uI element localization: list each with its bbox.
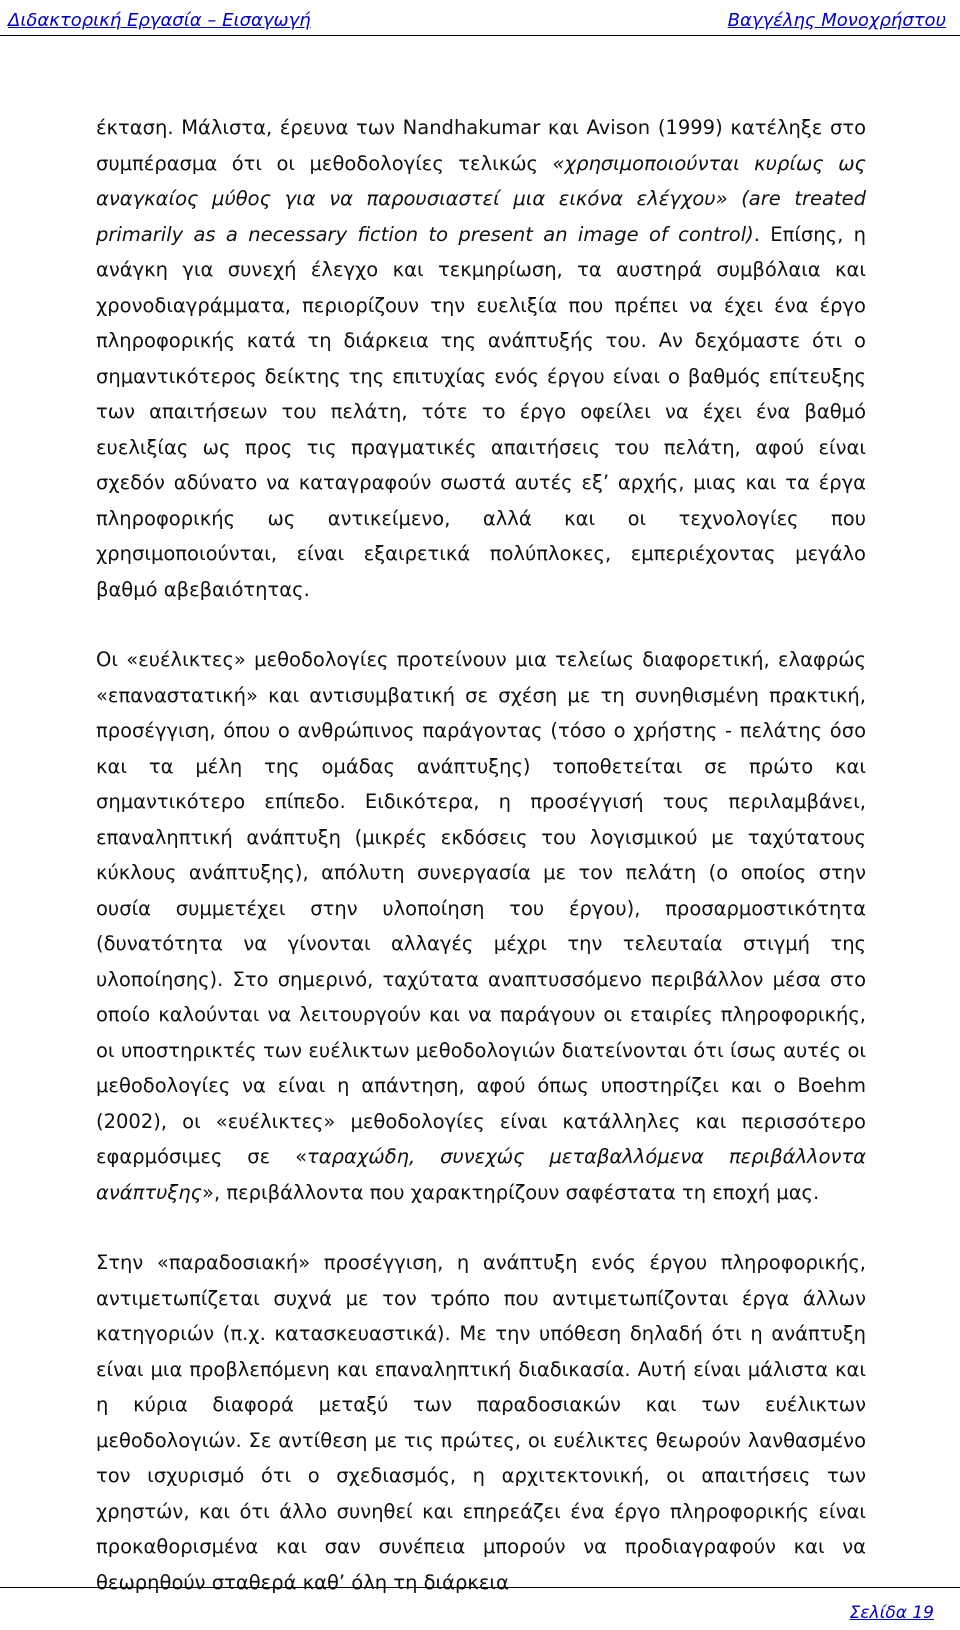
paragraph-1-text-end: . Επίσης, η ανάγκη για συνεχή έλεγχο και τεκμηρίωση, τα αυστηρά συμβόλαια και χρονοδιαγράμματα, περιορίζουν την ευελιξία που πρέπει να έχει ένα έργο πληροφορικής κατά τη διάρκεια της ανάπτυξής του. Αν δεχόμαστε ότι ο σημαντικότερος δείκτης της επιτυχίας ενός έργου είναι ο βαθμός επίτευξης των απαιτήσεων του πελάτη, τότε το έργο οφείλει να έχει ένα βαθμό ευελιξίας ως προς τις πραγματικές απαιτήσεις του πελάτη, αφού είναι σχεδόν αδύνατο να καταγραφούν σωστά αυτές εξ’ αρχής, μιας και τα έργα πληροφορικής ως αντικείμενο, αλλά και οι τεχνολογίες που χρησιμοποιούνται, είναι εξαιρετικά πολύπλοκες, εμπεριέχοντας μεγάλο βαθμό αβεβαιότητας. bbox=[96, 222, 866, 601]
paragraph-2-quote: ταραχώδη, συνεχώς μεταβαλλόμενα περιβάλλοντα ανάπτυξης bbox=[96, 1145, 866, 1204]
paragraph-2-text-start: Οι «ευέλικτες» μεθοδολογίες προτείνουν μια τελείως διαφορετική, ελαφρώς «επαναστατική» και αντισυμβατική σε σχέση με τη συνηθισμένη πρακτική, προσέγγιση, όπου ο ανθρώπινος παράγοντας (τόσο ο χρήστης - πελάτης όσο και τα μέλη της ομάδας ανάπτυξης) τοποθετείται σε πρώτο και σημαντικότερο επίπεδο. Ειδικότερα, η προσέγγισή τους περιλαμβάνει, επαναληπτική ανάπτυξη (μικρές εκδόσεις του λογισμικού με ταχύτατους κύκλους ανάπτυξης), απόλυτη συνεργασία με τον πελάτη (ο οποίος στην ουσία συμμετέχει στην υλοποίηση του έργου), προσαρμοστικότητα (δυνατότητα να γίνονται αλλαγές μέχρι την τελευταία στιγμή της υλοποίησης). Στο σημερινό, ταχύτατα αναπτυσσόμενο περιβάλλον μέσα στο οποίο καλούνται να λειτουργούν και να παράγουν οι εταιρίες πληροφορικής, οι υποστηρικτές των ευέλικτων μεθοδολογιών διατείνονται ότι ίσως αυτές οι μεθοδολογίες να είναι η απάντηση, αφού όπως υποστηρίζει και ο Boehm (2002), οι «ευέλικτες» μεθοδολογίες είναι κατάλληλες και περισσότερο εφαρμόσιμες σε « bbox=[96, 648, 866, 1168]
paragraph-2-text-end: », περιβάλλοντα που χαρακτηρίζουν σαφέστατα τη εποχή μας. bbox=[202, 1180, 820, 1204]
paragraph-1-text-start: έκταση. Μάλιστα, έρευνα των Nandhakumar και Avison (1999) κατέληξε στο συμπέρασμα ότι οι μεθοδολογίες τελικώς bbox=[96, 116, 866, 175]
paragraph-1-quote: «χρησιμοποιούνται κυρίως ως αναγκαίος μύθος για να παρουσιαστεί μια εικόνα ελέγχου» (are treated primarily as a necessary fiction to present an image of control) bbox=[96, 151, 866, 246]
document-body bbox=[96, 110, 866, 1600]
footer-divider bbox=[0, 1587, 960, 1588]
page-header bbox=[0, 6, 960, 36]
header-author: Βαγγέλης Μονοχρήστου bbox=[727, 10, 946, 31]
paragraph-1 bbox=[96, 110, 866, 607]
paragraph-3: Στην «παραδοσιακή» προσέγγιση, η ανάπτυξη ενός έργου πληροφορικής, αντιμετωπίζεται συχνά με τον τρόπο που αντιμετωπίζονται έργα άλλων κατηγοριών (π.χ. κατασκευαστικά). Με την υπόθεση δηλαδή ότι η ανάπτυξη είναι μια προβλεπόμενη και επαναληπτική διαδικασία. Αυτή είναι μάλιστα και η κύρια διαφορά μεταξύ των παραδοσιακών και των ευέλικτων μεθοδολογιών. Σε αντίθεση με τις πρώτες, οι ευέλικτες θεωρούν λανθασμένο τον ισχυρισμό ότι ο σχεδιασμός, η αρχιτεκτονική, οι απαιτήσεις των χρηστών, και ότι άλλο συνηθεί και επηρεάζει ένα έργο πληροφορικής είναι προκαθορισμένα και σαν συνέπεια μπορούν να προδιαγραφούν και να θεωρηθούν σταθερά καθ’ όλη τη διάρκεια bbox=[96, 1251, 866, 1594]
page-number: Σελίδα 19 bbox=[849, 1603, 934, 1623]
header-title: Διδακτορική Εργασία – Εισαγωγή bbox=[8, 10, 311, 31]
paragraph-2 bbox=[96, 642, 866, 1210]
